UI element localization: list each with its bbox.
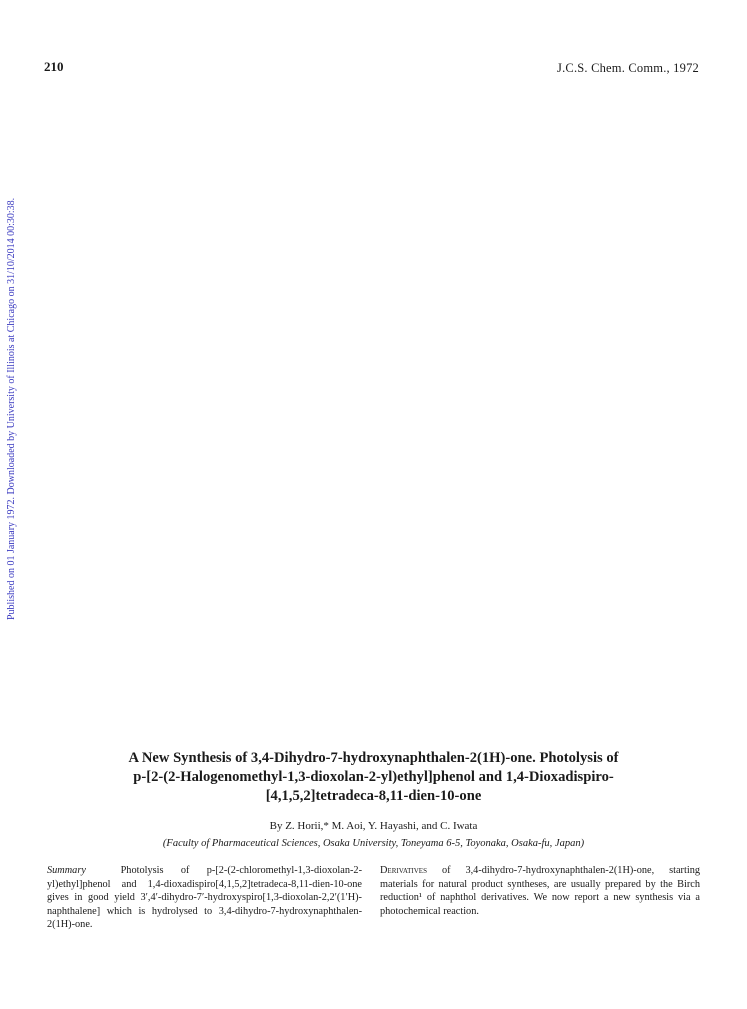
intro-text: of 3,4-dihydro-7-hydroxynaphthalen-2(1H)-one, starting materials for natural product syntheses, are usually prepared by the Birch reduction¹ of naphthol derivatives. We now report a new synthesis via a photochemical reaction. xyxy=(380,865,701,917)
summary-paragraph xyxy=(47,864,362,932)
summary-text: Photolysis of p-[2-(2-chloromethyl-1,3-dioxolan-2-yl)ethyl]phenol and 1,4-dioxadispiro[4,1,5,2]tetradeca-8,11-dien-10-one gives in good yield 3′,4′-dihydro-7′-hydroxyspiro[1,3-dioxolan-2,2′(1′H)-naphthalene] which is hydrolysed to 3,4-dihydro-7-hydroxynaphthalen-2(1H)-one. xyxy=(47,865,362,931)
download-notice[interactable] xyxy=(4,170,20,620)
page-number: 210 xyxy=(44,59,64,74)
download-notice-text: Published on 01 January 1972. Downloaded by University of Illinois at Chicago on 31/10/2014 00:30:38. xyxy=(6,197,17,620)
author-list: By Z. Horii,* M. Aoi, Y. Hayashi, and C. Iwata xyxy=(269,820,478,832)
affiliation: (Faculty of Pharmaceutical Sciences, Osaka University, Toneyama 6-5, Toyonaka, Osaka-fu, Japan) xyxy=(162,838,585,849)
title-line-1: A New Synthesis of 3,4-Dihydro-7-hydroxynaphthalen-2(1H)-one. Photolysis of xyxy=(128,750,619,766)
summary-label: Summary xyxy=(47,865,86,876)
journal-header: J.C.S. Chem. Comm., 1972 xyxy=(557,61,699,75)
article-title xyxy=(40,749,707,806)
title-line-2: p-[2-(2-Halogenomethyl-1,3-dioxolan-2-yl)ethyl]phenol and 1,4-Dioxadispiro- xyxy=(133,769,614,785)
title-line-3: [4,1,5,2]tetradeca-8,11-dien-10-one xyxy=(265,788,482,804)
intro-lead-word: Derivatives xyxy=(380,865,427,876)
introduction-paragraph xyxy=(380,864,700,918)
